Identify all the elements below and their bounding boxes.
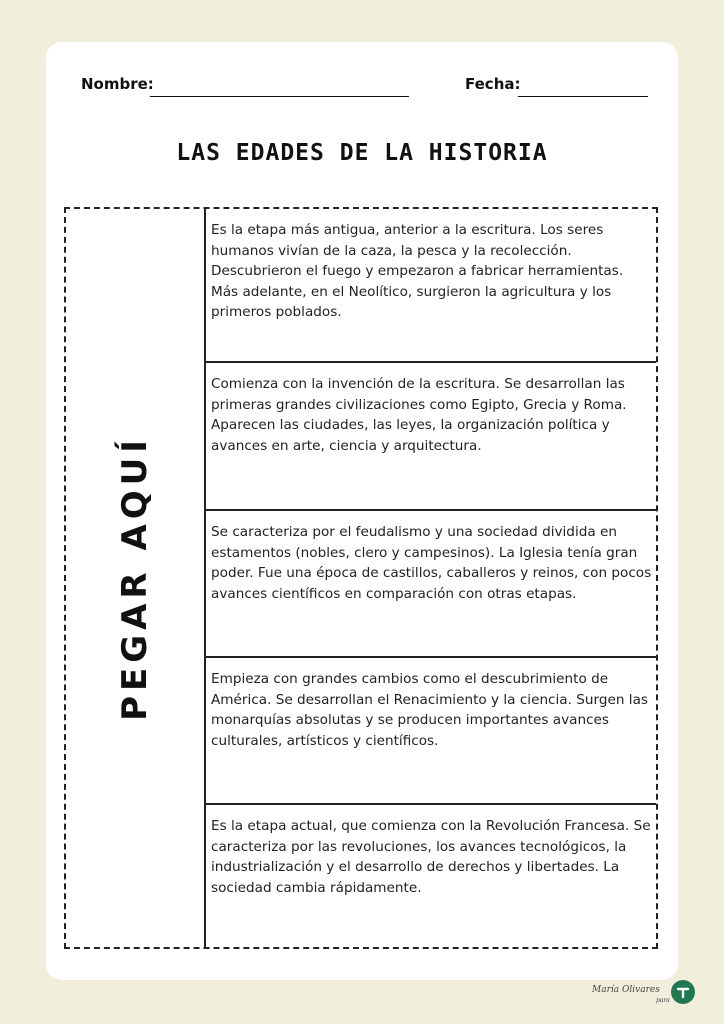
- brand-logo-icon: [671, 980, 695, 1004]
- worksheet-title: LAS EDADES DE LA HISTORIA: [176, 140, 548, 166]
- name-label: Nombre:: [81, 75, 154, 93]
- date-field-line[interactable]: [518, 96, 648, 97]
- paste-area: [66, 209, 206, 947]
- description-cell-4: Empieza con grandes cambios como el descubrimiento de América. Se desarrollan el Renacimiento y la ciencia. Surgen las monarquías absolutas y se producen importantes avances culturales, artísticos y científicos.: [206, 658, 656, 805]
- description-cell-2: Comienza con la invención de la escritura. Se desarrollan las primeras grandes civilizaciones como Egipto, Grecia y Roma. Aparecen las ciudades, las leyes, la organización política y avances en arte, ciencia y arquitectura.: [206, 363, 656, 511]
- description-cell-5: Es la etapa actual, que comienza con la Revolución Francesa. Se caracteriza por las revoluciones, los avances tecnológicos, la industrialización y el desarrollo de derechos y libertades. La sociedad cambia rápidamente.: [211, 818, 651, 896]
- description-cell-3: Se caracteriza por el feudalismo y una sociedad dividida en estamentos (nobles, clero y campesinos). La Iglesia tenía gran poder. Fue una época de castillos, caballeros y reinos, con pocos avances científicos en comparación con otras etapas.: [206, 511, 656, 658]
- author-credit: María Olivares: [592, 985, 660, 995]
- description-cell-1: Es la etapa más antigua, anterior a la escritura. Los seres humanos vivían de la caza, la pesca y la recolección. Descubrieron el fuego y empezaron a fabricar herramientas. Más adelante, en el Neolítico, surgieron la agricultura y los primeros poblados.: [206, 209, 656, 363]
- worksheet: [46, 42, 678, 980]
- paste-label: PEGAR AQUÍ: [115, 435, 155, 721]
- name-field-line[interactable]: [150, 96, 409, 97]
- ages-table: [64, 207, 658, 949]
- author-credit-sub: para: [656, 997, 670, 1004]
- date-label: Fecha:: [465, 75, 521, 93]
